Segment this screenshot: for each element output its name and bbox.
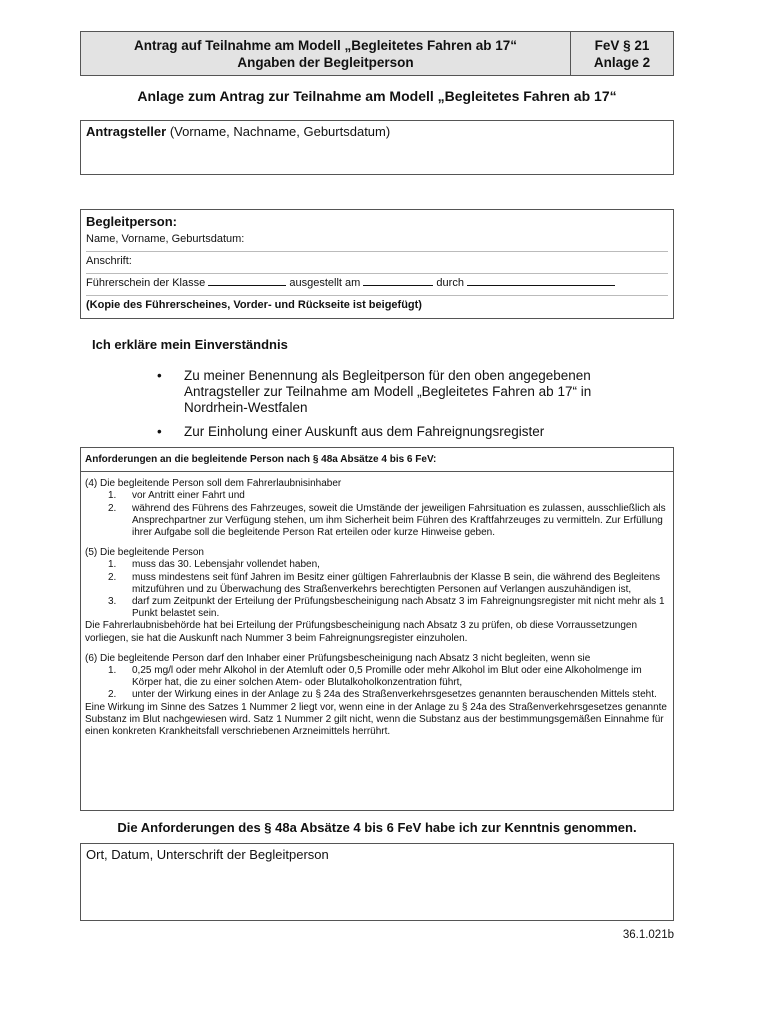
consent-item bbox=[157, 424, 657, 440]
item-number: 2. bbox=[108, 502, 117, 514]
paragraph-item bbox=[85, 689, 669, 701]
paragraph-4 bbox=[85, 478, 669, 539]
paragraph-5-outro: Die Fahrerlaubnisbehörde hat bei Erteilung der Prüfungsbescheinigung nach Absatz 3 zu prüfen, ob diese Vorraussetzungen vorliegen, sie hat die Auskunft nach Nummer 3 beim Fahreignungsregister einzuholen. bbox=[85, 620, 638, 644]
paragraph-4-intro: (4) Die begleitende Person soll dem Fahrerlaubnisinhaber bbox=[85, 478, 342, 490]
item-text: vor Antritt einer Fahrt und bbox=[132, 490, 245, 502]
issued-on-label: ausgestellt am bbox=[289, 277, 361, 289]
legal-reference bbox=[571, 32, 673, 75]
issued-by-label: durch bbox=[436, 277, 464, 289]
paragraph-6-intro: (6) Die begleitende Person darf den Inhaber einer Prüfungsbescheinigung nach Absatz 3 nicht begleiten, wenn sie bbox=[85, 652, 591, 664]
item-text: darf zum Zeitpunkt der Erteilung der Prüfungsbescheinigung nach Absatz 3 im Fahreignungsregister mit nicht mehr als 1 Punkt belastet sein. bbox=[132, 596, 665, 620]
form-title-line-2: Angaben der Begleitperson bbox=[237, 55, 414, 70]
consent-item-text: Zur Einholung einer Auskunft aus dem Fahreignungsregister bbox=[184, 424, 545, 439]
bullet-icon: • bbox=[157, 368, 162, 383]
issued-by-blank[interactable] bbox=[467, 276, 615, 286]
paragraph-item bbox=[85, 596, 669, 620]
legal-reference-line-2: Anlage 2 bbox=[593, 55, 651, 70]
applicant-label: Antragsteller bbox=[86, 124, 167, 139]
item-number: 2. bbox=[108, 689, 117, 701]
license-copy-note: (Kopie des Führerscheines, Vorder- und Rückseite ist beigefügt) bbox=[86, 299, 422, 311]
companion-heading: Begleitperson: bbox=[86, 214, 178, 229]
paragraph-5 bbox=[85, 547, 669, 645]
companion-name-field[interactable] bbox=[86, 230, 668, 252]
item-text: muss mindestens seit fünf Jahren im Besitz einer gültigen Fahrerlaubnis der Klasse B sein, die während des Begleitens mitzuführen und zu Überwachung des Straßenverkehrs berechtigten Personen auf Verlangen auszuhändigen ist, bbox=[132, 571, 661, 595]
paragraph-6-outro: Eine Wirkung im Sinne des Satzes 1 Nummer 2 liegt vor, wenn eine in der Anlage zu § 24a des Straßenverkehrsgesetzes genannte Substanz im Blut nachgewiesen wird. Satz 1 Nummer 2 gilt nicht, wenn die Substanz aus der bestimmungsgemäßen Einnahme für einen konkreten Krankheitsfall verschriebenen Arzneimittels herrührt. bbox=[85, 701, 667, 738]
signature-field[interactable] bbox=[80, 843, 674, 921]
item-number: 1. bbox=[108, 559, 117, 571]
issued-on-blank[interactable] bbox=[363, 276, 433, 286]
companion-name-label: Name, Vorname, Geburtsdatum: bbox=[86, 233, 245, 245]
acknowledgement-statement: Die Anforderungen des § 48a Absätze 4 bis 6 FeV habe ich zur Kenntnis genommen. bbox=[117, 820, 637, 835]
companion-license-line bbox=[86, 274, 668, 296]
paragraph-6 bbox=[85, 653, 669, 738]
item-text: muss das 30. Lebensjahr vollendet haben, bbox=[132, 559, 320, 571]
item-number: 1. bbox=[108, 665, 117, 677]
paragraph-item bbox=[85, 572, 669, 596]
companion-section bbox=[80, 209, 674, 319]
form-header bbox=[80, 31, 674, 76]
applicant-label-hint: (Vorname, Nachname, Geburtsdatum) bbox=[166, 124, 391, 139]
item-number: 3. bbox=[108, 596, 117, 608]
companion-address-label: Anschrift: bbox=[86, 255, 132, 267]
page-subtitle: Anlage zum Antrag zur Teilnahme am Modell „Begleitetes Fahren ab 17“ bbox=[137, 88, 617, 104]
item-number: 2. bbox=[108, 571, 117, 583]
item-text: unter der Wirkung eines in der Anlage zu § 24a des Straßenverkehrsgesetzes genannten berauschenden Mittels steht. bbox=[132, 689, 657, 701]
consent-list bbox=[157, 368, 657, 448]
legal-reference-line-1: FeV § 21 bbox=[594, 38, 650, 53]
item-number: 1. bbox=[108, 490, 117, 502]
bullet-icon: • bbox=[157, 424, 162, 439]
signature-label: Ort, Datum, Unterschrift der Begleitperson bbox=[86, 847, 329, 862]
form-title-line-1: Antrag auf Teilnahme am Modell „Begleitetes Fahren ab 17“ bbox=[133, 38, 518, 53]
consent-item-text: Zu meiner Benennung als Begleitperson für den oben angegebenen Antragsteller zur Teilnahme am Modell „Begleitetes Fahren ab 17“ in Nordrhein-Westfalen bbox=[184, 368, 592, 415]
item-text: 0,25 mg/l oder mehr Alkohol in der Atemluft oder 0,5 Promille oder mehr Alkohol im Blut oder eine Alkoholmenge im Körper hat, die zu einer solchen Atem- oder Blutalkoholkonzentration führt, bbox=[132, 665, 642, 689]
companion-address-field[interactable] bbox=[86, 252, 668, 274]
form-code: 36.1.021b bbox=[622, 929, 674, 941]
form-title bbox=[81, 32, 571, 75]
paragraph-item bbox=[85, 503, 669, 540]
paragraph-item bbox=[85, 665, 669, 689]
consent-item bbox=[157, 368, 657, 416]
requirements-box bbox=[80, 447, 674, 811]
license-class-blank[interactable] bbox=[208, 276, 286, 286]
paragraph-5-intro: (5) Die begleitende Person bbox=[85, 547, 204, 559]
paragraph-item bbox=[85, 490, 669, 502]
license-class-label: Führerschein der Klasse bbox=[86, 277, 206, 289]
consent-title: Ich erkläre mein Einverständnis bbox=[92, 337, 288, 352]
requirements-heading: Anforderungen an die begleitende Person nach § 48a Absätze 4 bis 6 FeV: bbox=[81, 454, 673, 472]
item-text: während des Führens des Fahrzeuges, soweit die Umstände der jeweiligen Fahrsituation es zulassen, ausschließlich als Ansprechpartner zur Verfügung stehen, um ihm Sicherheit beim Führen des Kraftfahrzeuges zu vermitteln. Zur Erfüllung ihrer Aufgabe soll die begleitende Person Rat erteilen oder kurze Hinweise geben. bbox=[132, 502, 666, 539]
applicant-field[interactable] bbox=[80, 120, 674, 175]
paragraph-item bbox=[85, 559, 669, 571]
